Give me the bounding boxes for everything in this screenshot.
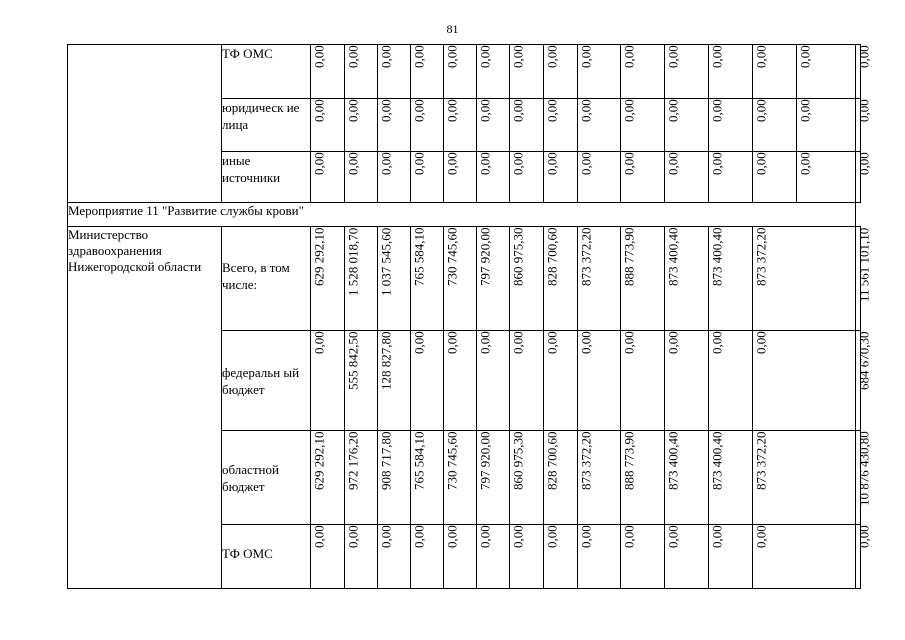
value-cell: 873 400,40 (709, 431, 753, 525)
funding-table (67, 44, 871, 589)
value-cell: 765 584,10 (411, 431, 444, 525)
value-cell: 0,00 (378, 45, 411, 99)
org-cell (68, 45, 222, 203)
value-cell: 797 920,00 (477, 431, 510, 525)
value-cell: 908 717,80 (378, 431, 411, 525)
value-cell: 873 400,40 (709, 227, 753, 331)
total-cell: 11 561 101,10 (856, 227, 861, 331)
total-cell: 0,00 (856, 45, 861, 99)
value-cell: 0,00 (753, 331, 856, 431)
funding-source-cell: иные источники (222, 152, 311, 203)
value-cell: 0,00 (578, 331, 621, 431)
value-cell: 0,00 (345, 45, 378, 99)
value-cell: 629 292,10 (311, 227, 345, 331)
value-cell: 0,00 (477, 45, 510, 99)
value-cell: 0,00 (510, 525, 544, 589)
value-cell: 0,00 (477, 152, 510, 203)
funding-source-cell: ТФ ОМС (222, 525, 311, 589)
value-cell: 0,00 (709, 152, 753, 203)
value-cell: 0,00 (578, 99, 621, 152)
value-cell: 0,00 (753, 152, 797, 203)
funding-source-cell: юридическ ие лица (222, 99, 311, 152)
value-cell: 860 975,30 (510, 227, 544, 331)
value-cell: 0,00 (621, 152, 665, 203)
event-title: Мероприятие 11 "Развитие службы крови" (68, 203, 856, 227)
value-cell: 0,00 (544, 525, 578, 589)
value-cell: 888 773,90 (621, 227, 665, 331)
value-cell: 629 292,10 (311, 431, 345, 525)
value-cell: 0,00 (378, 152, 411, 203)
value-cell: 828 700,60 (544, 431, 578, 525)
table-row (68, 227, 861, 331)
value-cell: 972 176,20 (345, 431, 378, 525)
value-cell: 0,00 (311, 152, 345, 203)
value-cell: 873 372,20 (578, 227, 621, 331)
value-cell: 0,00 (753, 99, 797, 152)
value-cell: 0,00 (709, 525, 753, 589)
value-cell: 0,00 (709, 331, 753, 431)
total-cell: 0,00 (856, 99, 861, 152)
value-cell: 797 920,00 (477, 227, 510, 331)
value-cell: 1 528 018,70 (345, 227, 378, 331)
value-cell: 0,00 (544, 99, 578, 152)
funding-source-cell: областной бюджет (222, 431, 311, 525)
value-cell: 0,00 (477, 331, 510, 431)
value-cell: 730 745,60 (444, 227, 477, 331)
value-cell: 0,00 (709, 99, 753, 152)
value-cell: 0,00 (578, 152, 621, 203)
value-cell: 0,00 (665, 99, 709, 152)
total-cell: 0,00 (856, 525, 861, 589)
value-cell: 730 745,60 (444, 431, 477, 525)
event-row (68, 203, 861, 227)
value-cell: 873 372,20 (578, 431, 621, 525)
funding-source-cell: Всего, в том числе: (222, 227, 311, 331)
value-cell: 0,00 (510, 99, 544, 152)
value-cell: 0,00 (444, 45, 477, 99)
value-cell: 0,00 (411, 99, 444, 152)
value-cell: 0,00 (311, 45, 345, 99)
page-number: 81 (446, 22, 459, 36)
total-cell: 684 670,30 (856, 331, 861, 431)
value-cell: 0,00 (797, 152, 856, 203)
value-cell: 0,00 (510, 331, 544, 431)
value-cell: 0,00 (311, 331, 345, 431)
total-cell: 0,00 (856, 152, 861, 203)
value-cell: 0,00 (621, 45, 665, 99)
value-cell: 0,00 (797, 45, 856, 99)
value-cell: 0,00 (544, 45, 578, 99)
value-cell: 0,00 (378, 99, 411, 152)
value-cell: 1 037 545,60 (378, 227, 411, 331)
value-cell: 0,00 (544, 152, 578, 203)
value-cell: 0,00 (411, 152, 444, 203)
funding-source-cell: федеральн ый бюджет (222, 331, 311, 431)
org-cell: Министерство здравоохранения Нижегородской области (68, 227, 222, 589)
value-cell: 0,00 (578, 45, 621, 99)
value-cell: 0,00 (621, 525, 665, 589)
value-cell: 0,00 (753, 45, 797, 99)
funding-source-cell: ТФ ОМС (222, 45, 311, 99)
value-cell: 0,00 (444, 525, 477, 589)
value-cell: 873 372,20 (753, 431, 856, 525)
value-cell: 860 975,30 (510, 431, 544, 525)
value-cell: 0,00 (345, 525, 378, 589)
value-cell: 0,00 (411, 45, 444, 99)
value-cell: 0,00 (709, 45, 753, 99)
value-cell: 873 372,20 (753, 227, 856, 331)
value-cell: 0,00 (510, 45, 544, 99)
value-cell: 0,00 (444, 99, 477, 152)
value-cell: 0,00 (510, 152, 544, 203)
value-cell: 0,00 (621, 99, 665, 152)
value-cell: 0,00 (378, 525, 411, 589)
value-cell: 888 773,90 (621, 431, 665, 525)
value-cell: 0,00 (621, 331, 665, 431)
value-cell: 0,00 (444, 152, 477, 203)
value-cell: 128 827,80 (378, 331, 411, 431)
value-cell: 0,00 (665, 45, 709, 99)
value-cell: 0,00 (345, 152, 378, 203)
value-cell: 873 400,40 (665, 431, 709, 525)
value-cell: 0,00 (665, 331, 709, 431)
value-cell: 873 400,40 (665, 227, 709, 331)
value-cell: 828 700,60 (544, 227, 578, 331)
value-cell: 0,00 (578, 525, 621, 589)
value-cell: 555 842,50 (345, 331, 378, 431)
value-cell: 0,00 (411, 525, 444, 589)
total-cell: 10 876 430,80 (856, 431, 861, 525)
value-cell: 0,00 (345, 99, 378, 152)
value-cell: 0,00 (477, 525, 510, 589)
value-cell: 0,00 (444, 331, 477, 431)
value-cell: 0,00 (544, 331, 578, 431)
value-cell: 0,00 (753, 525, 856, 589)
value-cell: 0,00 (665, 525, 709, 589)
value-cell: 0,00 (411, 331, 444, 431)
value-cell: 0,00 (665, 152, 709, 203)
value-cell: 0,00 (311, 99, 345, 152)
table-row (68, 45, 861, 99)
value-cell: 765 584,10 (411, 227, 444, 331)
value-cell: 0,00 (311, 525, 345, 589)
value-cell: 0,00 (797, 99, 856, 152)
value-cell: 0,00 (477, 99, 510, 152)
